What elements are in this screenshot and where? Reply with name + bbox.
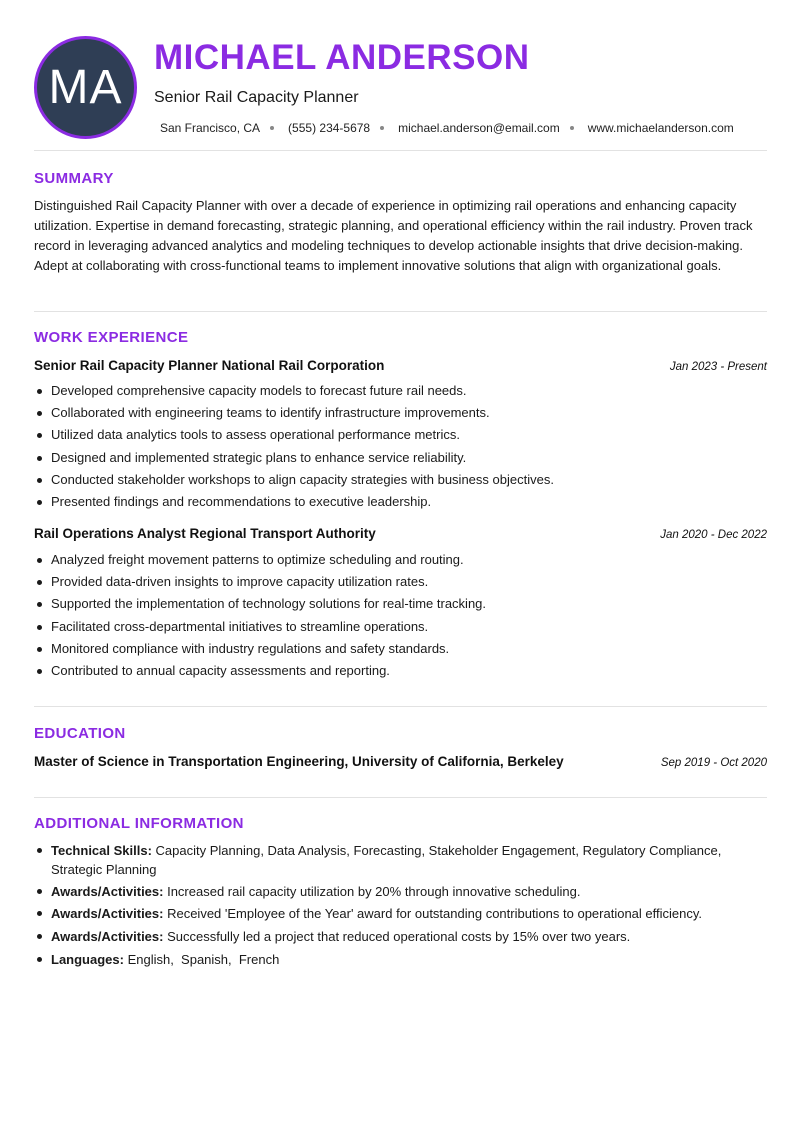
list-item: Developed comprehensive capacity models to forecast future rail needs. (34, 380, 767, 402)
job-bullets (34, 549, 767, 682)
item-label: Awards/Activities: (51, 906, 164, 922)
list-item: Conducted stakeholder workshops to align capacity strategies with business objectives. (34, 469, 767, 491)
bullet-separator (380, 126, 384, 130)
job-title: Senior Rail Capacity Planner (154, 89, 359, 106)
list-item (34, 927, 767, 946)
contact-email[interactable]: michael.anderson@email.com (398, 121, 560, 135)
list-item: Monitored compliance with industry regulations and safety standards. (34, 638, 767, 660)
work-experience-heading: WORK EXPERIENCE (34, 329, 189, 346)
additional-info-list (34, 841, 767, 972)
item-text: English, Spanish, French (123, 951, 280, 967)
candidate-name: MICHAEL ANDERSON (154, 38, 530, 77)
list-item: Provided data-driven insights to improve capacity utilization rates. (34, 571, 767, 593)
list-item (34, 950, 767, 969)
list-item: Designed and implemented strategic plans to enhance service reliability. (34, 447, 767, 469)
contact-location: San Francisco, CA (160, 121, 261, 135)
list-item (34, 841, 767, 879)
item-label: Awards/Activities: (51, 928, 164, 944)
list-item: Contributed to annual capacity assessments and reporting. (34, 660, 767, 682)
divider (34, 706, 767, 707)
avatar-initials: MA (48, 61, 123, 114)
list-item (34, 882, 767, 901)
divider (34, 150, 767, 151)
list-item: Utilized data analytics tools to assess operational performance metrics. (34, 424, 767, 446)
item-label: Technical Skills: (51, 843, 152, 858)
additional-info-heading: ADDITIONAL INFORMATION (34, 815, 244, 832)
item-text: Increased rail capacity utilization by 20% through innovative scheduling. (163, 884, 581, 900)
job-role: Rail Operations Analyst Regional Transport Authority (34, 526, 376, 541)
list-item: Supported the implementation of technology solutions for real-time tracking. (34, 593, 767, 615)
item-text: Successfully led a project that reduced operational costs by 15% over two years. (163, 928, 631, 944)
item-label: Languages: (51, 951, 124, 967)
job-date: Jan 2020 - Dec 2022 (660, 529, 767, 541)
avatar (34, 36, 137, 139)
job-bullets (34, 380, 767, 513)
job-date: Jan 2023 - Present (669, 361, 767, 373)
list-item: Facilitated cross-departmental initiatives to streamline operations. (34, 616, 767, 638)
summary-text: Distinguished Rail Capacity Planner with over a decade of experience in optimizing rail operations and enhancing capacity utilization. Expertise in demand forecasting, strategic planning, and operational efficiency within the rail industry. Proven track record in leveraging advanced analytics and modeling techniques to develop actionable insights that drive decision-making. Adept at collaborating with cross-functional teams to implement innovative solutions that align with organizational goals. (34, 198, 753, 273)
job-role: Senior Rail Capacity Planner National Rail Corporation (34, 358, 385, 373)
divider (34, 797, 767, 798)
list-item: Collaborated with engineering teams to identify infrastructure improvements. (34, 402, 767, 424)
contact-phone: (555) 234-5678 (288, 121, 371, 135)
education-date: Sep 2019 - Oct 2020 (660, 757, 767, 769)
bullet-separator (570, 126, 574, 130)
divider (34, 311, 767, 312)
item-text: Capacity Planning, Data Analysis, Forecasting, Stakeholder Engagement, Regulatory Compliance, Strategic Planning (51, 843, 722, 877)
degree: Master of Science in Transportation Engineering, University of California, Berkeley (34, 754, 564, 769)
education-heading: EDUCATION (34, 725, 126, 742)
item-label: Awards/Activities: (51, 884, 164, 900)
contact-line (160, 121, 734, 135)
list-item: Analyzed freight movement patterns to optimize scheduling and routing. (34, 549, 767, 571)
education-entry (34, 754, 767, 769)
summary-heading: SUMMARY (34, 170, 114, 187)
bullet-separator (270, 126, 274, 130)
job-header (34, 526, 767, 541)
job-header (34, 358, 767, 373)
list-item: Presented findings and recommendations to executive leadership. (34, 491, 767, 513)
contact-website[interactable]: www.michaelanderson.com (587, 121, 734, 135)
list-item (34, 904, 767, 923)
item-text: Received 'Employee of the Year' award for outstanding contributions to operational efficiency. (163, 906, 703, 922)
